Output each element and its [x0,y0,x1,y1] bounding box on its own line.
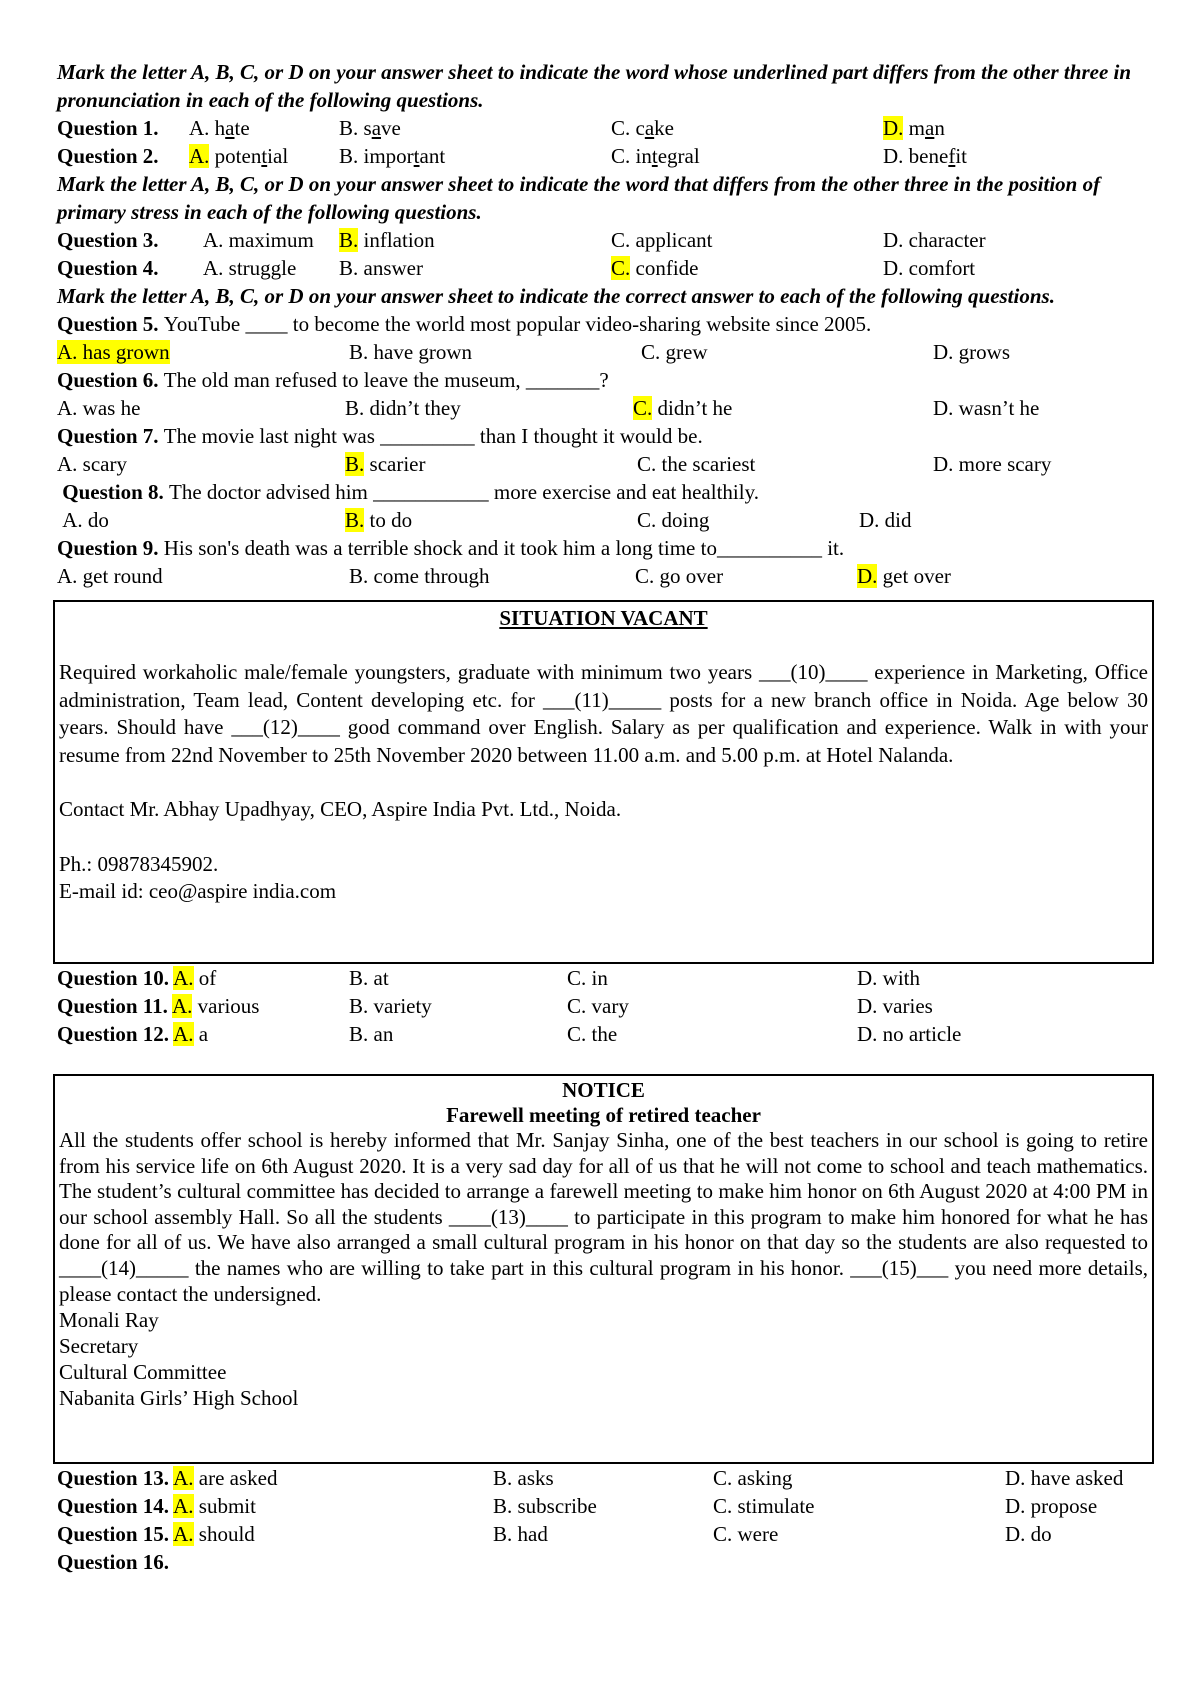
option-c: C. in [567,966,608,990]
situation-vacant-text: Required workaholic male/female youngsters, graduate with minimum two years ___(10)____ experience in Marketing, Office administration, Team lead, Content developing etc. for ___(11)_____ posts for a new branch office in Noida. Age below 30 years. Should have ___(12)____ good command over English. Salary as per qualification and experience. Walk in with your resume from 22nd November to 25th November 2020 between 11.00 a.m. and 5.00 p.m. at Hotel Nalanda. [59,660,1148,767]
option-b: B. had [493,1522,548,1546]
option-a-text: submit [198,1494,256,1518]
option-b [345,450,637,478]
question-text: His son's death was a terrible shock and it took him a long time to__________ it. [163,536,845,560]
question-5-options [57,338,1157,366]
question-1 [57,114,1157,142]
question-label: Question 9. [57,536,159,560]
question-label: Question 14. [57,1494,170,1518]
option-a-text: a [198,1022,209,1046]
option-a-text: of [198,966,217,990]
option-d: D. character [883,228,986,252]
option-a: A. struggle [203,256,297,280]
option-c-text: didn’t he [657,396,733,420]
question-11 [57,992,1157,1020]
question-7-stem [57,422,1157,450]
instruction-stress: Mark the letter A, B, C, or D on your answer sheet to indicate the word that differs from the other three in the position of primary stress in each of the following questions. [57,172,1101,224]
question-label-with-a [57,1464,493,1492]
option-d: D. benefit [883,144,967,168]
question-label: Question 11. [57,994,168,1018]
question-label: Question 3. [57,228,159,252]
option-d: D. comfort [883,256,976,280]
option-a: A. scary [57,452,127,476]
answer-highlight: C. [633,396,653,420]
question-6-options [57,394,1157,422]
question-2 [57,142,1157,170]
option-a: A. was he [57,396,141,420]
option-c: C. grew [641,340,708,364]
exam-page [57,58,1157,1576]
option-d: D. no article [857,1022,962,1046]
signature-title: Secretary [59,1334,139,1359]
option-c: C. vary [567,994,629,1018]
option-a-text: various [197,994,260,1018]
signature-school: Nabanita Girls’ High School [59,1386,299,1411]
answer-highlight: B. [345,508,365,532]
question-3 [57,226,1157,254]
option-b: B. at [349,966,389,990]
option-a-text: are asked [198,1466,278,1490]
option-d: D. have asked [1005,1466,1124,1490]
option-c-text: confide [635,256,699,280]
question-6-stem [57,366,1157,394]
option-a: A. hate [189,116,250,140]
question-text: The movie last night was _________ than I thought it would be. [163,424,703,448]
instruction-pronunciation: Mark the letter A, B, C, or D on your answer sheet to indicate the word whose underlined part differs from the other three in pronunciation in each of the following questions. [57,60,1132,112]
question-label: Question 16. [57,1550,170,1574]
option-a-text: A. do [62,508,109,532]
question-5-stem [57,310,1157,338]
option-b [339,226,611,254]
answer-highlight: B. [339,228,359,252]
question-label-with-a [57,1492,493,1520]
option-d: D. did [859,508,912,532]
option-a: A. get round [57,564,163,588]
question-label: Question 1. [57,116,159,140]
option-b: B. answer [339,256,423,280]
phone-line: Ph.: 09878345902. [59,851,219,876]
notice-box [53,1074,1154,1464]
question-label: Question 8. [62,480,164,504]
option-b-text: scarier [369,452,426,476]
option-c: C. applicant [611,228,713,252]
answer-highlight: A. has grown [57,340,170,364]
question-7-options [57,450,1157,478]
option-a: A. maximum [203,228,314,252]
signature-committee: Cultural Committee [59,1360,227,1385]
option-a [57,506,345,534]
option-b: B. come through [349,564,490,588]
situation-vacant-box [53,600,1154,964]
answer-highlight: A. [173,1522,194,1546]
question-4 [57,254,1157,282]
question-12 [57,1020,1157,1048]
question-8-options [57,506,1157,534]
question-label: Question 2. [57,144,159,168]
option-a [57,338,349,366]
option-a: A. potential [189,144,289,168]
question-8-stem [57,478,1157,506]
question-text: The doctor advised him ___________ more exercise and eat healthily. [169,480,759,504]
option-b: B. variety [349,994,432,1018]
option-b: B. have grown [349,340,473,364]
question-label: Question 5. [57,312,159,336]
answer-highlight: A. [173,1494,194,1518]
option-b: B. an [349,1022,394,1046]
question-text: The old man refused to leave the museum, _______? [163,368,609,392]
option-c [611,254,883,282]
option-c [633,394,933,422]
signature-name: Monali Ray [59,1308,159,1333]
option-d: D. with [857,966,920,990]
option-c: C. the [567,1022,618,1046]
question-label-with-a [57,1520,493,1548]
answer-highlight: A. [173,966,194,990]
option-d: D. wasn’t he [933,396,1040,420]
option-d: D. propose [1005,1494,1098,1518]
answer-highlight: A. [189,144,210,168]
question-label-with-a [57,992,349,1020]
option-b: B. didn’t they [345,396,461,420]
question-9-stem [57,534,1157,562]
option-d: D. varies [857,994,933,1018]
option-d [857,562,951,590]
answer-highlight: D. [857,564,878,588]
notice-title: NOTICE [562,1078,645,1102]
question-16 [57,1548,1157,1576]
option-d: D. grows [933,340,1010,364]
option-c: C. stimulate [713,1494,815,1518]
question-label: Question 6. [57,368,159,392]
answer-highlight: A. [173,1466,194,1490]
option-d: D. do [1005,1522,1052,1546]
option-a-text: should [198,1522,255,1546]
situation-vacant-title: SITUATION VACANT [499,606,708,630]
question-label: Question 4. [57,256,159,280]
contact-line: Contact Mr. Abhay Upadhyay, CEO, Aspire India Pvt. Ltd., Noida. [59,797,622,821]
question-label: Question 12. [57,1022,170,1046]
option-b: B. save [339,116,401,140]
option-c: C. cake [611,116,674,140]
option-b: B. important [339,144,446,168]
option-c: C. the scariest [637,452,756,476]
option-c: C. integral [611,144,700,168]
option-b-text: inflation [363,228,435,252]
question-9-options [57,562,1157,590]
option-c: C. were [713,1522,779,1546]
instruction-correct-answer: Mark the letter A, B, C, or D on your answer sheet to indicate the correct answer to each of the following questions. [57,284,1055,308]
option-c: C. asking [713,1466,793,1490]
answer-highlight: D. [883,116,904,140]
email-line: E-mail id: ceo@aspire india.com [59,879,337,903]
option-d: D. more scary [933,452,1052,476]
question-label: Question 13. [57,1466,170,1490]
option-d-text: get over [882,564,951,588]
answer-highlight: C. [611,256,631,280]
question-15 [57,1520,1157,1548]
question-label-with-a [57,1020,349,1048]
notice-text: All the students offer school is hereby informed that Mr. Sanjay Sinha, one of the best teachers in our school is going to retire from his service life on 6th August 2020. It is a very sad day for all of us that he will not come to school and teach mathematics. The student’s cultural committee has decided to arrange a farewell meeting to make him honor on 6th August 2020 at 4:00 PM in our school assembly Hall. So all the students ____(13)____ to participate in this program to make him honored for what he has done for all of us. We have also arranged a small cultural program in his honor on that day so the students are also requested to ____(14)_____ the names who are willing to take part in this cultural program in his honor. ___(15)___ you need more details, please contact the undersigned. [59,1128,1148,1306]
option-c: C. go over [635,564,724,588]
question-text: YouTube ____ to become the world most popular video-sharing website since 2005. [163,312,872,336]
question-label: Question 10. [57,966,170,990]
answer-highlight: A. [173,1022,194,1046]
option-b: B. subscribe [493,1494,597,1518]
answer-highlight: B. [345,452,365,476]
option-b [345,506,637,534]
notice-subtitle: Farewell meeting of retired teacher [446,1103,761,1127]
option-c: C. doing [637,508,710,532]
question-10 [57,964,1157,992]
question-label: Question 15. [57,1522,170,1546]
option-b-text: to do [369,508,413,532]
answer-highlight: A. [171,994,193,1018]
option-d: D. man [883,116,945,140]
question-label-with-a [57,964,349,992]
question-14 [57,1492,1157,1520]
question-label: Question 7. [57,424,159,448]
question-13 [57,1464,1157,1492]
option-b: B. asks [493,1466,554,1490]
